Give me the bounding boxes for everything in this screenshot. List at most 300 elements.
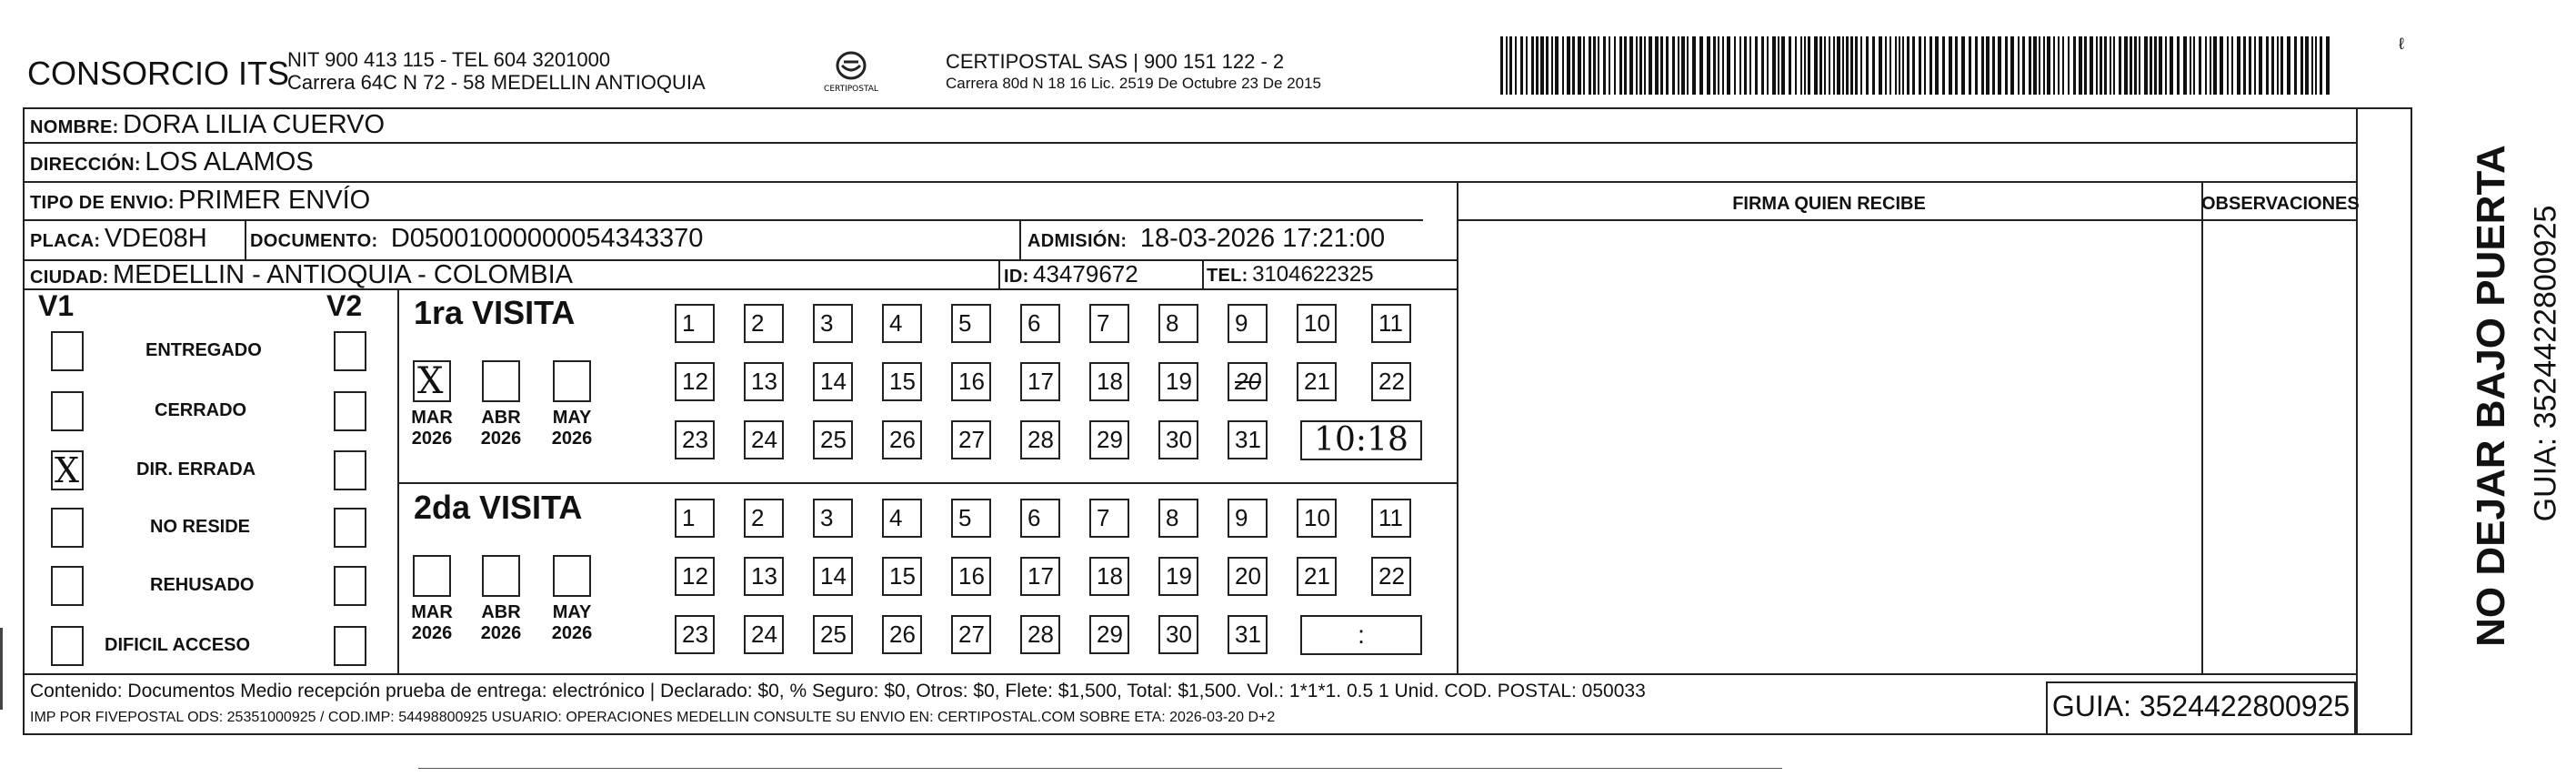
tel-label: TEL: — [1207, 266, 1248, 286]
barcode-bar — [2326, 36, 2330, 95]
visit2-title: 2da VISITA — [414, 489, 583, 526]
barcode-bar — [2205, 36, 2207, 95]
barcode-bar — [2119, 36, 2121, 95]
day-box[interactable]: 18 — [1089, 362, 1129, 401]
barcode-bar — [1567, 36, 1570, 95]
day-box[interactable]: 30 — [1158, 420, 1198, 459]
barcode-bar — [2259, 36, 2262, 95]
barcode-bar — [1824, 36, 1826, 95]
status-label: DIFICIL ACCESO — [105, 635, 251, 655]
day-box[interactable]: 18 — [1089, 557, 1129, 596]
day-box[interactable]: 11 — [1371, 499, 1411, 538]
barcode-bar — [2139, 36, 2140, 95]
barcode-bar — [2039, 36, 2040, 95]
footer-line2: IMP POR FIVEPOSTAL ODS: 25351000925 / COD.IMP: 54498800925 USUARIO: OPERACIONES MEDELLIN CONSULTE SU ENVIO EN: CERTIPOSTAL.COM SOBRE ETA: 2026-03-20 D+2 — [30, 710, 1276, 725]
month-year: 2026 — [480, 429, 522, 449]
month-label — [546, 408, 598, 449]
barcode-bar — [1833, 36, 1835, 95]
barcode-bar — [1837, 36, 1840, 95]
direccion-row — [30, 147, 314, 177]
day-box[interactable]: 8 — [1158, 304, 1198, 343]
barcode-bar — [1666, 36, 1669, 95]
barcode-bar — [1955, 36, 1958, 95]
barcode-bar — [1583, 36, 1585, 95]
month-year: 2026 — [480, 623, 522, 643]
barcode-bar — [1895, 36, 1897, 95]
barcode-bar — [2237, 36, 2240, 95]
barcode-bar — [2096, 36, 2098, 95]
barcode-bar — [1520, 36, 1523, 95]
tel-row — [1207, 262, 1374, 288]
status-label: DIR. ERRADA — [136, 459, 256, 479]
month-checkbox[interactable] — [413, 555, 451, 597]
barcode-bar — [1713, 36, 1716, 95]
day-box[interactable]: 25 — [813, 615, 853, 654]
placa-row — [30, 224, 207, 254]
v2-checkbox[interactable] — [334, 391, 366, 431]
day-box[interactable]: 15 — [882, 362, 922, 401]
barcode-bar — [2159, 36, 2162, 95]
barcode-bar — [2165, 36, 2167, 95]
barcode-bar — [1850, 36, 1853, 95]
direccion-label: DIRECCIÓN: — [30, 155, 141, 175]
barcode-bar — [1899, 36, 1900, 95]
day-box[interactable]: 31 — [1228, 615, 1268, 654]
month-label — [406, 602, 458, 644]
barcode-bar — [2193, 36, 2195, 95]
barcode-bar — [2110, 36, 2111, 95]
day-box[interactable]: 7 — [1089, 499, 1129, 538]
carrier-line2: Carrera 80d N 18 16 Lic. 2519 De Octubre 23 De 2015 — [946, 75, 1321, 92]
v1-checkbox[interactable] — [51, 566, 84, 606]
v2-checkbox[interactable] — [334, 508, 366, 548]
month-label — [475, 408, 527, 449]
day-box[interactable]: 15 — [882, 557, 922, 596]
barcode-bar — [1744, 36, 1747, 95]
barcode-bar — [1555, 36, 1559, 95]
barcode-bar — [2104, 36, 2107, 95]
barcode-bar — [2010, 36, 2014, 95]
id-row — [1004, 260, 1138, 288]
day-box[interactable]: 29 — [1089, 420, 1129, 459]
barcode-bar — [2280, 36, 2283, 95]
visit1-title: 1ra VISITA — [414, 294, 576, 331]
day-box[interactable]: 29 — [1089, 615, 1129, 654]
day-box[interactable]: 9 — [1228, 304, 1268, 343]
company-name: CONSORCIO ITS — [27, 55, 290, 92]
day-box[interactable]: 16 — [951, 557, 991, 596]
day-box[interactable]: 2 — [744, 499, 784, 538]
barcode-bar — [1781, 36, 1785, 95]
barcode-bar — [1551, 36, 1553, 95]
barcode-bar — [2113, 36, 2115, 95]
ciudad-row — [30, 260, 573, 290]
day-box[interactable]: 4 — [882, 304, 922, 343]
v2-header: V2 — [326, 289, 363, 322]
month-checkbox[interactable] — [482, 555, 520, 597]
barcode-bar — [1860, 36, 1862, 95]
barcode-bar — [1515, 36, 1517, 95]
barcode-bar — [2199, 36, 2201, 95]
day-box[interactable]: 28 — [1020, 615, 1060, 654]
day-box[interactable]: 1 — [675, 304, 715, 343]
barcode-bar — [1829, 36, 1830, 95]
day-box[interactable]: 5 — [951, 304, 991, 343]
day-box[interactable]: 14 — [813, 557, 853, 596]
v2-checkbox[interactable] — [334, 566, 366, 606]
barcode-bar — [1655, 36, 1659, 95]
footer-line1: Contenido: Documentos Medio recepción prueba de entrega: electrónico | Declarado: $0, % Seguro: $0, Otros: $0, Flete: $1,500, Total: $1,500. Vol.: 1*1*1. 0.5 1 Unid. COD. POSTAL: 050033 — [30, 681, 1646, 701]
admision-label: ADMISIÓN: — [1027, 231, 1128, 251]
barcode-bar — [2022, 36, 2025, 95]
barcode-bar — [1649, 36, 1652, 95]
barcode-bar — [2243, 36, 2246, 95]
bottom-rule — [418, 768, 1782, 769]
day-box[interactable]: 19 — [1158, 557, 1198, 596]
barcode-bar — [2043, 36, 2045, 95]
barcode-bar — [2068, 36, 2070, 95]
month-year: 2026 — [551, 623, 593, 643]
barcode-bar — [1981, 36, 1984, 95]
tel-value: 3104622325 — [1252, 262, 1374, 287]
day-box[interactable]: 28 — [1020, 420, 1060, 459]
v1-checkbox[interactable] — [51, 508, 84, 548]
barcode-bar — [1526, 36, 1528, 95]
barcode-bar — [1531, 36, 1534, 95]
barcode-bar — [2029, 36, 2031, 95]
barcode-bar — [1619, 36, 1622, 95]
day-box[interactable]: 25 — [813, 420, 853, 459]
barcode-bar — [1660, 36, 1663, 95]
month-year: 2026 — [551, 429, 593, 449]
day-box[interactable]: 3 — [813, 499, 853, 538]
barcode-bar — [1935, 36, 1939, 95]
barcode-bar — [1692, 36, 1696, 95]
day-box[interactable]: 17 — [1020, 362, 1060, 401]
v1-checkbox[interactable] — [51, 331, 84, 371]
barcode-bar — [2033, 36, 2037, 95]
day-box[interactable]: 7 — [1089, 304, 1129, 343]
barcode-bar — [1681, 36, 1685, 95]
barcode-bar — [2254, 36, 2256, 95]
barcode-bar — [2320, 36, 2322, 95]
day-box[interactable]: 22 — [1371, 362, 1411, 401]
barcode-bar — [2053, 36, 2055, 95]
month-label — [475, 602, 527, 644]
month-checkbox[interactable] — [482, 360, 520, 402]
barcode-bar — [2062, 36, 2064, 95]
v1-header: V1 — [38, 289, 75, 322]
barcode-bar — [1672, 36, 1675, 95]
barcode-bar — [2058, 36, 2060, 95]
check-mark-x: X — [417, 360, 444, 402]
barcode-bar — [2249, 36, 2251, 95]
barcode-bar — [1718, 36, 1719, 95]
barcode-bar — [2271, 36, 2274, 95]
barcode-bar — [2170, 36, 2173, 95]
barcode-bar — [2277, 36, 2279, 95]
barcode-bar — [2150, 36, 2152, 95]
month-year: 2026 — [411, 429, 453, 449]
barcode-bar — [1912, 36, 1915, 95]
side-panel — [2419, 136, 2564, 646]
barcode-bar — [1872, 36, 1875, 95]
barcode-bar — [1975, 36, 1978, 95]
day-box[interactable]: 13 — [744, 557, 784, 596]
day-box[interactable]: 11 — [1371, 304, 1411, 343]
barcode-bar — [1808, 36, 1810, 95]
day-box[interactable]: 30 — [1158, 615, 1198, 654]
documento-label: DOCUMENTO: — [250, 231, 378, 251]
tipo-label: TIPO DE ENVIO: — [30, 193, 175, 213]
barcode-bar — [1749, 36, 1751, 95]
barcode-bar — [1755, 36, 1758, 95]
barcode-bar — [1589, 36, 1591, 95]
barcode-bar — [1678, 36, 1679, 95]
barcode-bar — [1614, 36, 1616, 95]
barcode-bar — [2190, 36, 2191, 95]
month-name: ABR — [481, 408, 521, 428]
barcode-bar — [2287, 36, 2290, 95]
v2-checkbox[interactable] — [334, 626, 366, 666]
certipostal-logo — [815, 47, 887, 102]
company-line1: NIT 900 413 115 - TEL 604 3201000 — [287, 48, 611, 71]
barcode-bar — [1536, 36, 1539, 95]
nombre-row — [30, 110, 385, 140]
time-box[interactable]: 10:18 — [1300, 420, 1422, 460]
day-box[interactable]: 9 — [1228, 499, 1268, 538]
day-box[interactable]: 8 — [1158, 499, 1198, 538]
tipo-value: PRIMER ENVÍO — [178, 186, 371, 215]
barcode-bar — [1846, 36, 1849, 95]
barcode-bar — [1644, 36, 1646, 95]
corner-mark: ℓ — [2399, 35, 2404, 53]
barcode-bar — [2183, 36, 2187, 95]
day-box[interactable]: 24 — [744, 420, 784, 459]
status-label: REHUSADO — [150, 575, 255, 595]
day-box[interactable]: 26 — [882, 615, 922, 654]
month-checkbox[interactable] — [413, 360, 451, 402]
day-box[interactable]: 20 — [1228, 362, 1268, 401]
barcode-bar — [1506, 36, 1508, 95]
barcode-bar — [2090, 36, 2093, 95]
v1-checkbox[interactable] — [51, 626, 84, 666]
guia-box-text: GUIA: 3524422800925 — [2051, 690, 2350, 722]
barcode-bar — [1814, 36, 1818, 95]
barcode-bar — [1986, 36, 1990, 95]
barcode-bar — [1739, 36, 1741, 95]
month-checkbox[interactable] — [553, 360, 591, 402]
barcode-bar — [2266, 36, 2269, 95]
barcode-bar — [2227, 36, 2229, 95]
v1-checkbox[interactable] — [51, 391, 84, 431]
day-box[interactable]: 24 — [744, 615, 784, 654]
month-name: MAY — [552, 408, 592, 428]
barcode-bar — [1795, 36, 1797, 95]
day-box[interactable]: 27 — [951, 615, 991, 654]
documento-row — [250, 224, 703, 254]
barcode-bar — [1907, 36, 1909, 95]
barcode-bar — [2130, 36, 2132, 95]
day-box[interactable]: 22 — [1371, 557, 1411, 596]
day-box[interactable]: 3 — [813, 304, 853, 343]
barcode — [1498, 36, 2333, 95]
barcode-bar — [1562, 36, 1564, 95]
barcode-bar — [1929, 36, 1932, 95]
barcode-bar — [2079, 36, 2082, 95]
barcode-bar — [1707, 36, 1710, 95]
barcode-bar — [1800, 36, 1802, 95]
barcode-bar — [1992, 36, 1995, 95]
side-guia-text: GUIA: 3524422800925 — [2528, 205, 2563, 522]
barcode-bar — [2213, 36, 2217, 95]
barcode-bar — [1578, 36, 1581, 95]
day-box[interactable]: 6 — [1020, 304, 1060, 343]
day-box[interactable]: 19 — [1158, 362, 1198, 401]
observaciones-header: OBSERVACIONES — [2201, 194, 2360, 214]
barcode-bar — [1885, 36, 1887, 95]
day-box[interactable]: 4 — [882, 499, 922, 538]
barcode-bar — [2177, 36, 2180, 95]
barcode-bar — [1540, 36, 1544, 95]
barcode-bar — [2311, 36, 2313, 95]
month-label — [406, 408, 458, 449]
direccion-value: LOS ALAMOS — [145, 147, 314, 177]
day-box[interactable]: 1 — [675, 499, 715, 538]
time-box[interactable]: : — [1300, 615, 1422, 655]
barcode-bar — [2300, 36, 2303, 95]
barcode-bar — [1639, 36, 1642, 95]
day-box[interactable]: 16 — [951, 362, 991, 401]
status-label: ENTREGADO — [145, 340, 262, 360]
tipo-row — [30, 186, 370, 216]
day-box[interactable]: 10 — [1297, 304, 1337, 343]
month-year: 2026 — [411, 623, 453, 643]
ciudad-label: CIUDAD: — [30, 267, 109, 288]
barcode-bar — [1924, 36, 1926, 95]
day-box[interactable]: 31 — [1228, 420, 1268, 459]
barcode-bar — [1804, 36, 1806, 95]
barcode-bar — [1819, 36, 1822, 95]
barcode-bar — [2154, 36, 2157, 95]
barcode-bar — [1842, 36, 1844, 95]
barcode-bar — [2144, 36, 2148, 95]
barcode-bar — [1572, 36, 1575, 95]
day-box[interactable]: 23 — [675, 420, 715, 459]
barcode-bar — [2294, 36, 2297, 95]
barcode-bar — [1509, 36, 1512, 95]
documento-value: D05001000000054343370 — [390, 224, 704, 253]
barcode-bar — [1598, 36, 1599, 95]
barcode-bar — [1699, 36, 1703, 95]
barcode-bar — [2084, 36, 2087, 95]
check-mark-x: X — [55, 450, 80, 490]
barcode-bar — [1546, 36, 1549, 95]
barcode-bar — [1636, 36, 1638, 95]
month-name: MAR — [411, 408, 453, 428]
svg-text:CERTIPOSTAL: CERTIPOSTAL — [824, 85, 878, 94]
v1-checkbox[interactable] — [51, 450, 84, 490]
barcode-bar — [1500, 36, 1503, 95]
day-box[interactable]: 5 — [951, 499, 991, 538]
barcode-bar — [2315, 36, 2317, 95]
month-name: ABR — [481, 602, 521, 622]
barcode-bar — [1789, 36, 1791, 95]
v2-checkbox[interactable] — [334, 450, 366, 490]
barcode-bar — [1734, 36, 1736, 95]
barcode-bar — [1687, 36, 1689, 95]
ciudad-value: MEDELLIN - ANTIOQUIA - COLOMBIA — [113, 260, 573, 289]
barcode-bar — [1772, 36, 1776, 95]
v2-checkbox[interactable] — [334, 331, 366, 371]
barcode-bar — [2134, 36, 2137, 95]
day-box[interactable]: 26 — [882, 420, 922, 459]
id-value: 43479672 — [1033, 260, 1138, 288]
barcode-bar — [2100, 36, 2102, 95]
day-box[interactable]: 17 — [1020, 557, 1060, 596]
month-label — [546, 602, 598, 644]
day-box[interactable]: 6 — [1020, 499, 1060, 538]
barcode-bar — [1778, 36, 1779, 95]
day-box[interactable]: 27 — [951, 420, 991, 459]
barcode-bar — [1961, 36, 1965, 95]
barcode-bar — [1969, 36, 1971, 95]
month-checkbox[interactable] — [553, 555, 591, 597]
barcode-bar — [1866, 36, 1869, 95]
status-label: NO RESIDE — [150, 517, 251, 537]
no-dejar-text: NO DEJAR BAJO PUERTA — [2469, 145, 2513, 647]
day-box[interactable]: 12 — [675, 557, 715, 596]
barcode-bar — [2220, 36, 2223, 95]
barcode-bar — [1609, 36, 1610, 95]
barcode-bar — [1949, 36, 1952, 95]
barcode-bar — [1889, 36, 1891, 95]
day-box[interactable]: 10 — [1297, 499, 1337, 538]
nombre-label: NOMBRE: — [30, 117, 119, 137]
firma-header: FIRMA QUIEN RECIBE — [1732, 194, 1926, 214]
day-box[interactable]: 20 — [1228, 557, 1268, 596]
day-box[interactable]: 2 — [744, 304, 784, 343]
company-line2: Carrera 64C N 72 - 58 MEDELLIN ANTIOQUIA — [287, 71, 706, 94]
status-label: CERRADO — [155, 400, 247, 420]
day-box[interactable]: 12 — [675, 362, 715, 401]
barcode-bar — [2124, 36, 2128, 95]
barcode-bar — [1624, 36, 1627, 95]
barcode-bar — [1998, 36, 2001, 95]
day-box[interactable]: 23 — [675, 615, 715, 654]
nombre-value: DORA LILIA CUERVO — [123, 110, 386, 139]
barcode-bar — [1761, 36, 1764, 95]
carrier-line1: CERTIPOSTAL SAS | 900 151 122 - 2 — [946, 50, 1285, 73]
day-box[interactable]: 13 — [744, 362, 784, 401]
left-edge-mark — [0, 628, 3, 710]
placa-value: VDE08H — [104, 224, 207, 253]
barcode-bar — [1722, 36, 1724, 95]
barcode-bar — [1879, 36, 1882, 95]
barcode-bar — [1593, 36, 1596, 95]
month-name: MAY — [552, 602, 592, 622]
day-box[interactable]: 21 — [1297, 362, 1337, 401]
barcode-bar — [2005, 36, 2008, 95]
barcode-bar — [2231, 36, 2233, 95]
barcode-bar — [1919, 36, 1921, 95]
barcode-bar — [2018, 36, 2020, 95]
month-name: MAR — [411, 602, 453, 622]
barcode-bar — [1942, 36, 1945, 95]
day-box[interactable]: 21 — [1297, 557, 1337, 596]
barcode-bar — [2047, 36, 2050, 95]
day-box[interactable]: 14 — [813, 362, 853, 401]
